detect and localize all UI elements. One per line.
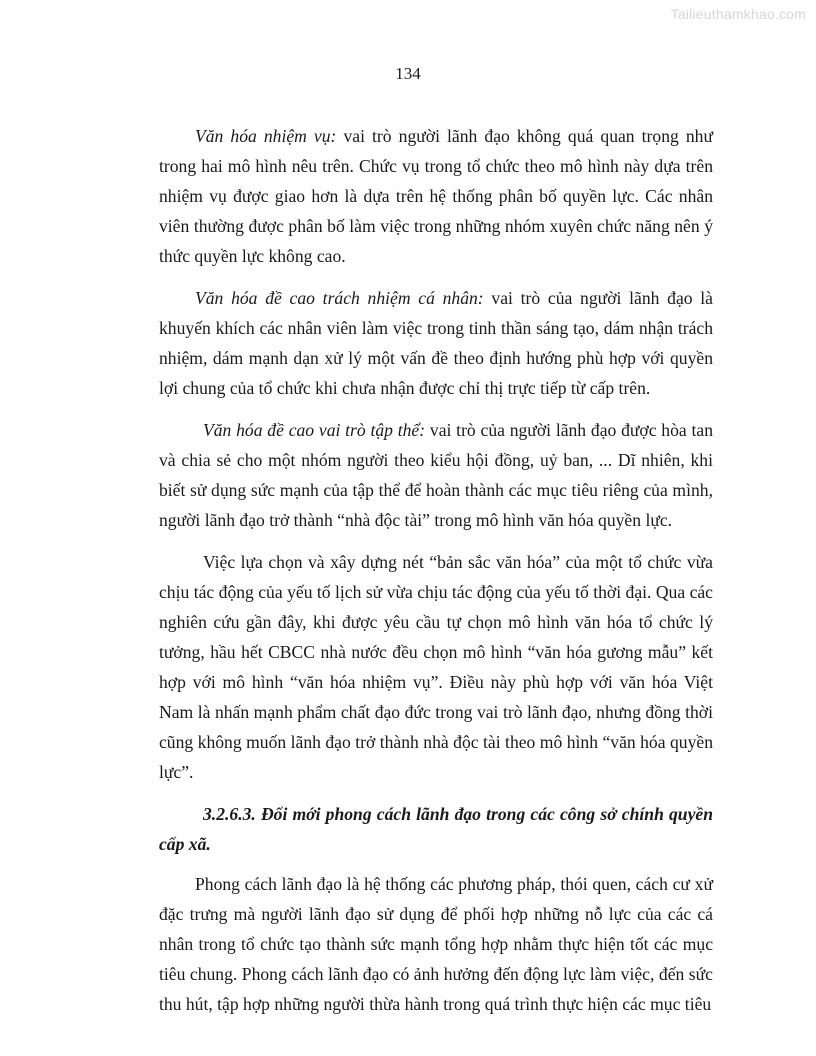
paragraph-text: vai trò người lãnh đạo không quá quan trọng như trong hai mô hình nêu trên. Chức vụ trong tổ chức theo mô hình này dựa trên nhiệm vụ được giao hơn là dựa trên hệ thống phân bố quyền lực. Các nhân viên thường được phân bố làm việc trong những nhóm xuyên chức năng nên ý thức quyền lực không cao.: [159, 126, 714, 266]
paragraph-task-culture: [159, 121, 713, 271]
page-number: 134: [395, 64, 421, 83]
paragraph-lead: Văn hóa nhiệm vụ:: [195, 126, 337, 146]
paragraph-lead: Văn hóa đề cao vai trò tập thể:: [203, 420, 426, 440]
paragraph-lead: Văn hóa đề cao trách nhiệm cá nhân:: [195, 288, 484, 308]
paragraph-individual-responsibility-culture: [159, 283, 713, 403]
paragraph-cultural-identity: [159, 547, 713, 787]
paragraph-text: vai trò của người lãnh đạo được hòa tan và chia sẻ cho một nhóm người theo kiểu hội đồng, uỷ ban, ... Dĩ nhiên, khi biết sử dụng sức mạnh của tập thể để hoàn thành các mục tiêu riêng của mình, người lãnh đạo trở thành “nhà độc tài” trong mô hình văn hóa quyền lực.: [159, 420, 713, 530]
paragraph-leadership-style: Phong cách lãnh đạo là hệ thống các phương pháp, thói quen, cách cư xử đặc trưng mà người lãnh đạo sử dụng để phối hợp những nỗ lực của các cá nhân trong tổ chức tạo thành sức mạnh tổng hợp nhằm thực hiện tốt các mục tiêu chung. Phong cách lãnh đạo có ảnh hưởng đến động lực làm việc, đến sức thu hút, tập hợp những người thừa hành trong quá trình thực hiện các mục tiêu: [159, 874, 713, 1014]
section-heading: 3.2.6.3. Đổi mới phong cách lãnh đạo trong các công sở chính quyền cấp xã.: [159, 804, 713, 854]
paragraph-collective-culture: [159, 415, 713, 535]
watermark-text: Tailieuthamkhao.com: [670, 6, 806, 22]
paragraph-text: Việc lựa chọn và xây dựng nét “bản sắc văn hóa” của một tổ chức vừa chịu tác động của yếu tố lịch sử vừa chịu tác động của yếu tố thời đại. Qua các nghiên cứu gần đây, khi được yêu cầu tự chọn mô hình văn hóa tổ chức lý tưởng, hầu hết CBCC nhà nước đều chọn mô hình “văn hóa gương mẫu” kết hợp với mô hình “văn hóa nhiệm vụ”. Điều này phù hợp với văn hóa Việt Nam là nhấn mạnh phẩm chất đạo đức trong vai trò lãnh đạo, nhưng đồng thời cũng không muốn lãnh đạo trở thành nhà độc tài theo mô hình “văn hóa quyền lực”.: [159, 552, 713, 782]
document-body: [159, 121, 713, 1031]
paragraph-text: vai trò của người lãnh đạo là khuyến khích các nhân viên làm việc trong tinh thần sáng tạo, dám nhận trách nhiệm, dám mạnh dạn xử lý một vấn đề theo định hướng phù hợp với quyền lợi chung của tổ chức khi chưa nhận được chỉ thị trực tiếp từ cấp trên.: [159, 288, 713, 398]
